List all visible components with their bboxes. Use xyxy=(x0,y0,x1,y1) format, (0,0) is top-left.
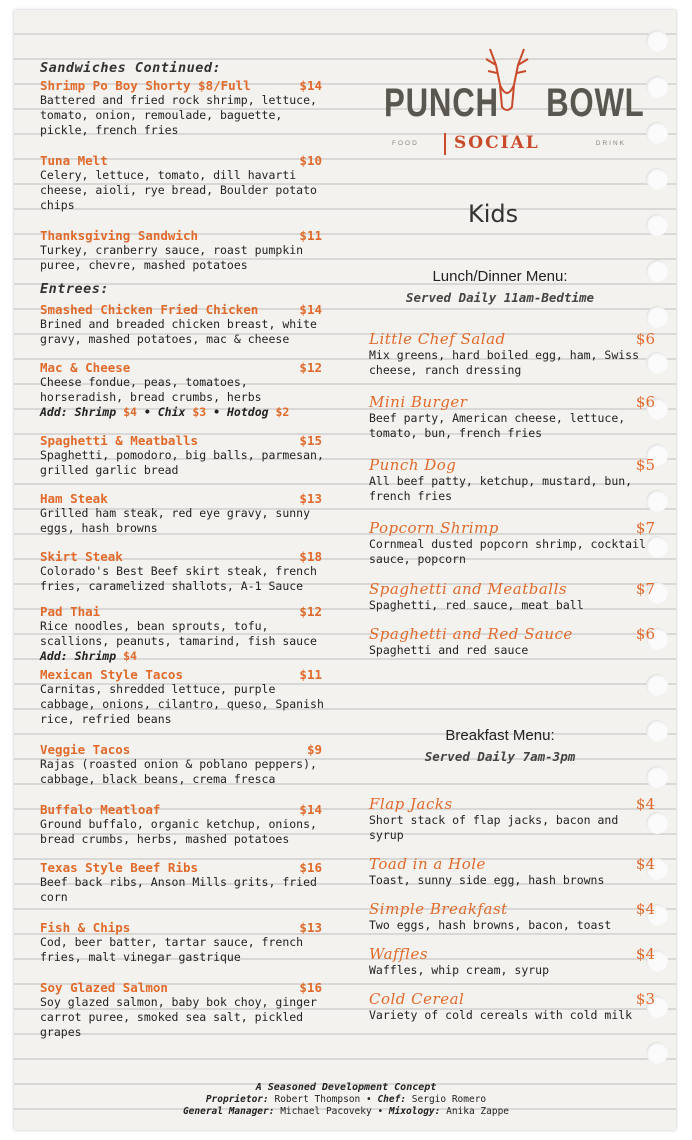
item-price: $11 xyxy=(299,667,322,682)
menu-item xyxy=(40,920,332,965)
binder-hole xyxy=(646,30,668,52)
mixology-name: Anika Zappe xyxy=(446,1106,510,1117)
item-price: $4 xyxy=(635,855,655,873)
menu-item xyxy=(40,860,332,905)
item-name: Tuna Melt xyxy=(40,153,108,168)
menu-item xyxy=(40,360,332,420)
item-description: Grilled ham steak, red eye gravy, sunny eggs, hash browns xyxy=(40,506,311,535)
proprietor-name: Robert Thompson xyxy=(274,1094,361,1105)
item-price: $12 xyxy=(299,360,322,375)
item-description: Beef back ribs, Anson Mills grits, fried corn xyxy=(40,875,317,904)
addon-label: Add: Shrimp xyxy=(40,649,117,663)
item-name: Simple Breakfast xyxy=(369,900,508,918)
footer-sep: • xyxy=(371,1106,389,1117)
item-price: $10 xyxy=(299,153,322,168)
logo-wordmark xyxy=(384,81,645,126)
menu-item xyxy=(40,549,332,594)
item-price: $4 xyxy=(635,900,655,918)
item-description: Spaghetti, pomodoro, big balls, parmesan, grilled garlic bread xyxy=(40,448,324,477)
item-addons xyxy=(40,649,332,664)
sandwich-list xyxy=(40,78,332,273)
binder-hole xyxy=(646,1042,668,1064)
mixology-label: Mixology: xyxy=(388,1106,441,1117)
item-description: Mix greens, hard boiled egg, ham, Swiss cheese, ranch dressing xyxy=(369,348,640,377)
addon-price: $4 xyxy=(123,649,137,663)
logo-punch: PUNCH xyxy=(384,81,499,125)
binder-hole xyxy=(646,306,668,328)
item-name: Skirt Steak xyxy=(40,549,123,564)
breakfast-column xyxy=(369,790,653,1023)
menu-item xyxy=(40,302,332,347)
item-name: Thanksgiving Sandwich xyxy=(40,228,199,243)
item-description: Short stack of flap jacks, bacon and syrup xyxy=(369,813,619,842)
footer-line-2 xyxy=(30,1106,662,1118)
breakfast-heading: Breakfast Menu: xyxy=(445,727,555,744)
item-description: Variety of cold cereals with cold milk xyxy=(369,1008,633,1022)
item-price: $3 xyxy=(635,990,655,1008)
logo-divider xyxy=(444,133,446,155)
item-description: Spaghetti, red sauce, meat ball xyxy=(369,598,584,612)
item-name: Waffles xyxy=(369,945,429,963)
binder-hole xyxy=(646,168,668,190)
entree-list xyxy=(40,302,332,1040)
item-price: $7 xyxy=(635,580,655,598)
chef-name: Sergio Romero xyxy=(411,1094,487,1105)
item-name: Flap Jacks xyxy=(369,795,453,813)
item-name: Cold Cereal xyxy=(369,990,465,1008)
addon-label: • Hotdog xyxy=(206,405,269,419)
item-description: Carnitas, shredded lettuce, purple cabbage, onions, cilantro, queso, Spanish rice, refried beans xyxy=(40,682,324,726)
chef-label: Chef: xyxy=(377,1094,407,1105)
item-name: Shrimp Po Boy Shorty $8/Full xyxy=(40,78,251,93)
kids-menu-item xyxy=(369,990,653,1023)
item-price: $6 xyxy=(635,625,655,643)
item-name: Buffalo Meatloaf xyxy=(40,802,161,817)
item-price: $13 xyxy=(299,920,322,935)
item-addons xyxy=(40,405,332,420)
menu-item xyxy=(40,228,332,273)
lunch-hours: Served Daily 11am-Bedtime xyxy=(405,290,595,305)
item-description: Rajas (roasted onion & poblano peppers), cabbage, black beans, crema fresca xyxy=(40,757,317,786)
menu-item xyxy=(40,433,332,478)
item-name: Soy Glazed Salmon xyxy=(40,980,168,995)
lunch-heading: Lunch/Dinner Menu: xyxy=(432,268,568,285)
kids-title: Kids xyxy=(468,200,519,228)
item-description: All beef patty, ketchup, mustard, bun, french fries xyxy=(369,474,633,503)
item-name: Punch Dog xyxy=(369,456,457,474)
item-price: $12 xyxy=(299,604,322,619)
item-description: Waffles, whip cream, syrup xyxy=(369,963,550,977)
item-name: Texas Style Beef Ribs xyxy=(40,860,199,875)
item-price: $7 xyxy=(635,519,655,537)
item-description: Battered and fried rock shrimp, lettuce, tomato, onion, remoulade, baguette, pickle, french fries xyxy=(40,93,317,137)
kids-menu-item xyxy=(369,330,653,378)
item-description: Spaghetti and red sauce xyxy=(369,643,529,657)
gm-label: General Manager: xyxy=(182,1106,275,1117)
item-name: Popcorn Shrimp xyxy=(369,519,499,537)
logo-bowl: BOWL xyxy=(546,81,645,125)
item-price: $5 xyxy=(635,456,655,474)
item-name: Mexican Style Tacos xyxy=(40,667,183,682)
item-name: Veggie Tacos xyxy=(40,742,131,757)
logo-food: FOOD xyxy=(392,140,419,147)
item-name: Ham Steak xyxy=(40,491,108,506)
kids-menu-item xyxy=(369,456,653,504)
item-description: Ground buffalo, organic ketchup, onions, bread crumbs, herbs, mashed potatoes xyxy=(40,817,317,846)
item-price: $18 xyxy=(299,549,322,564)
item-name: Spaghetti & Meatballs xyxy=(40,433,199,448)
item-description: Rice noodles, bean sprouts, tofu, scallions, peanuts, tamarind, fish sauce xyxy=(40,619,317,648)
menu-item xyxy=(40,78,332,138)
item-name: Mini Burger xyxy=(369,393,468,411)
addon-price: $3 xyxy=(192,405,207,419)
footer-line-1 xyxy=(30,1094,662,1106)
footer-sep: • xyxy=(360,1094,378,1105)
item-price: $9 xyxy=(306,742,322,757)
item-description: Toast, sunny side egg, hash browns xyxy=(369,873,605,887)
item-price: $6 xyxy=(635,330,655,348)
item-price: $4 xyxy=(635,795,655,813)
item-name: Little Chef Salad xyxy=(369,330,506,348)
binder-hole xyxy=(646,674,668,696)
menu-item xyxy=(40,153,332,213)
breakfast-list xyxy=(369,795,653,1023)
item-description: Celery, lettuce, tomato, dill havarti cheese, aioli, rye bread, Boulder potato chips xyxy=(40,168,317,212)
item-price: $16 xyxy=(299,860,322,875)
item-price: $14 xyxy=(299,302,322,317)
kids-menu-item xyxy=(369,625,653,658)
kids-menu-item xyxy=(369,580,653,613)
menu-item xyxy=(40,491,332,536)
binder-hole xyxy=(646,76,668,98)
item-price: $6 xyxy=(635,393,655,411)
proprietor-label: Proprietor: xyxy=(205,1094,269,1105)
kids-menu-item xyxy=(369,519,653,567)
kids-menu-item xyxy=(369,393,653,441)
addon-price: $4 xyxy=(123,405,137,419)
gm-name: Michael Pacoveky xyxy=(280,1106,372,1117)
item-price: $11 xyxy=(299,228,322,243)
lunch-list xyxy=(369,330,653,658)
kids-menu-item xyxy=(369,795,653,843)
item-price: $16 xyxy=(299,980,322,995)
sandwiches-heading: Sandwiches Continued: xyxy=(40,60,222,76)
item-price: $15 xyxy=(299,433,322,448)
menu-item xyxy=(40,604,332,664)
item-description: Soy glazed salmon, baby bok choy, ginger carrot puree, smoked sea salt, pickled grapes xyxy=(40,995,317,1039)
item-price: $14 xyxy=(299,802,322,817)
item-name: Smashed Chicken Fried Chicken xyxy=(40,302,259,317)
menu-item xyxy=(40,742,332,787)
item-description: Turkey, cranberry sauce, roast pumpkin puree, chevre, mashed potatoes xyxy=(40,243,304,272)
item-price: $14 xyxy=(299,78,322,93)
item-name: Spaghetti and Red Sauce xyxy=(369,625,573,643)
kids-menu-item xyxy=(369,855,653,888)
item-price: $4 xyxy=(635,945,655,963)
logo-social: SOCIAL xyxy=(454,133,540,153)
punch-bowl-social-logo xyxy=(384,45,645,157)
kids-menu-item xyxy=(369,945,653,978)
item-description: Cod, beer batter, tartar sauce, french fries, malt vinegar gastrique xyxy=(40,935,304,964)
menu-item xyxy=(40,667,332,727)
binder-hole xyxy=(646,122,668,144)
menu-item xyxy=(40,802,332,847)
logo-drink: DRINK xyxy=(595,140,626,147)
binder-hole xyxy=(646,766,668,788)
footer-concept: A Seasoned Development Concept xyxy=(255,1082,437,1093)
item-description: Cheese fondue, peas, tomatoes, horseradish, bread crumbs, herbs xyxy=(40,375,262,404)
item-name: Spaghetti and Meatballs xyxy=(369,580,568,598)
item-price: $13 xyxy=(299,491,322,506)
kids-menu-item xyxy=(369,900,653,933)
item-name: Fish & Chips xyxy=(40,920,131,935)
binder-hole xyxy=(646,214,668,236)
item-description: Beef party, American cheese, lettuce, tomato, bun, french fries xyxy=(369,411,626,440)
item-name: Pad Thai xyxy=(40,604,101,619)
item-name: Mac & Cheese xyxy=(40,360,131,375)
addon-label: • Chix xyxy=(136,405,186,419)
entrees-heading: Entrees: xyxy=(40,281,110,297)
menu-item xyxy=(40,980,332,1040)
addon-label: Add: Shrimp xyxy=(40,405,117,419)
binder-hole xyxy=(646,260,668,282)
item-name: Toad in a Hole xyxy=(369,855,486,873)
breakfast-hours: Served Daily 7am-3pm xyxy=(424,749,576,764)
binder-hole xyxy=(646,720,668,742)
item-description: Two eggs, hash browns, bacon, toast xyxy=(369,918,612,932)
item-description: Colorado's Best Beef skirt steak, french fries, caramelized shallots, A-1 Sauce xyxy=(40,564,317,593)
addon-price: $2 xyxy=(275,405,290,419)
item-description: Brined and breaded chicken breast, white gravy, mashed potatoes, mac & cheese xyxy=(40,317,317,346)
item-description: Cornmeal dusted popcorn shrimp, cocktail sauce, popcorn xyxy=(369,537,646,566)
right-column xyxy=(369,330,653,658)
left-column xyxy=(40,60,332,1040)
footer xyxy=(30,1082,662,1118)
